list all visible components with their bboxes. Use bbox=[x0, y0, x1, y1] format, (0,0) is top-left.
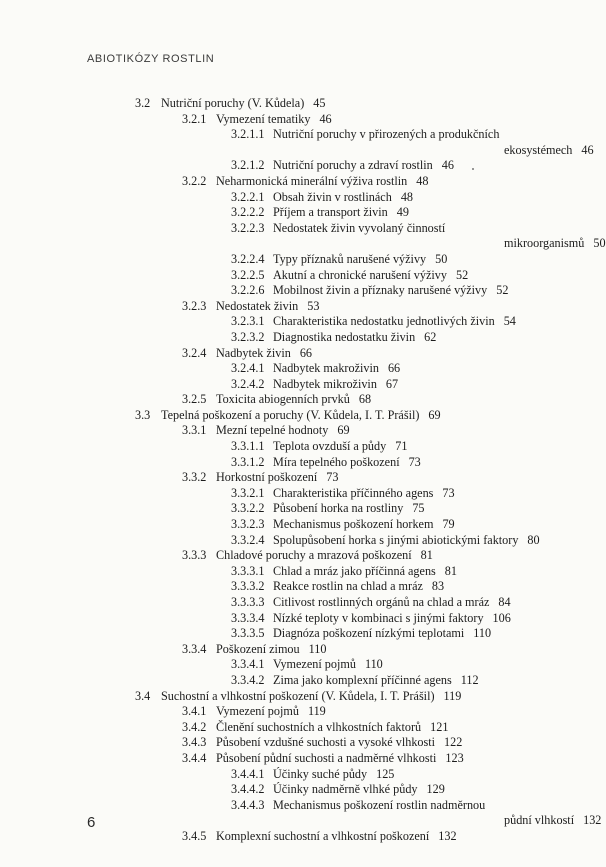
toc-entry bbox=[0, 361, 600, 377]
toc-entry-number: 3.3.3.5 bbox=[231, 626, 265, 641]
toc-entry-number: 3.3.1.2 bbox=[231, 454, 265, 469]
toc-entry-page: 75 bbox=[412, 501, 425, 516]
toc-entry-number: 3.2.4 bbox=[182, 345, 207, 360]
toc-entry-number: 3.4.1 bbox=[182, 704, 207, 719]
toc-entry-number: 3.4.4.3 bbox=[231, 797, 265, 812]
toc-entry-title: Chladové poruchy a mrazová poškození bbox=[216, 548, 412, 563]
toc-entry-title: Působení půdní suchosti a nadměrné vlhkosti bbox=[216, 750, 437, 765]
toc-entry-title: Mobilnost živin a příznaky narušené výživy bbox=[273, 283, 488, 298]
toc-entry-title: Mezní tepelné hodnoty bbox=[216, 423, 329, 438]
toc-entry-title: Reakce rostlin na chlad a mráz bbox=[273, 579, 423, 594]
toc-entry bbox=[0, 314, 600, 330]
toc-entry bbox=[0, 642, 600, 658]
toc-entry-title: Nutriční poruchy v přirozených a produkčních bbox=[273, 127, 500, 142]
toc-entry-page: 46 bbox=[319, 111, 332, 126]
toc-entry-continuation-line bbox=[231, 143, 600, 159]
toc-entry-title: Akutní a chronické narušení výživy bbox=[273, 267, 447, 282]
toc-entry-page: 119 bbox=[307, 704, 326, 719]
toc-entry-number: 3.3.4.2 bbox=[231, 672, 265, 687]
toc-entry-page: 81 bbox=[420, 548, 433, 563]
toc-entry-title: Horkostní poškození bbox=[216, 470, 318, 485]
page-number: 6 bbox=[87, 814, 96, 831]
toc-entry-page: 83 bbox=[431, 579, 445, 594]
toc-entry-title: Typy příznaků narušené výživy bbox=[273, 251, 427, 266]
toc-entry-title: Neharmonická minerální výživa rostlin bbox=[216, 173, 408, 188]
toc-entry-page: 71 bbox=[395, 439, 408, 454]
toc-entry-page: 132 bbox=[438, 828, 457, 843]
toc-entry bbox=[0, 595, 600, 611]
toc-entry-number: 3.2 bbox=[135, 96, 151, 110]
toc-entry bbox=[0, 408, 600, 424]
toc-entry-page: 66 bbox=[387, 361, 401, 376]
toc-entry-page: 46 bbox=[441, 158, 454, 173]
toc-entry bbox=[0, 268, 600, 284]
toc-entry bbox=[0, 299, 600, 315]
toc-entry-continuation-line bbox=[231, 236, 606, 252]
toc-entry-page: 50 bbox=[593, 236, 606, 251]
toc-entry-page: 110 bbox=[308, 641, 327, 656]
toc-entry bbox=[0, 579, 600, 595]
toc-entry-page: 112 bbox=[460, 672, 479, 687]
toc-entry bbox=[0, 564, 600, 580]
toc-entry-number: 3.2.2.5 bbox=[231, 267, 265, 282]
toc-entry-title: Charakteristika nedostatku jednotlivých živin bbox=[273, 314, 495, 329]
toc-entry bbox=[0, 626, 600, 642]
toc-entry-page: 123 bbox=[445, 750, 464, 765]
toc-entry-number: 3.2.3.1 bbox=[231, 314, 265, 329]
toc-entry bbox=[0, 392, 600, 408]
toc-entry-title: Diagnóza poškození nízkými teplotami bbox=[273, 626, 465, 641]
toc-entry-page: 52 bbox=[455, 267, 469, 282]
toc-entry-title: Diagnostika nedostatku živin bbox=[273, 329, 416, 344]
toc-entry bbox=[0, 704, 600, 720]
toc-entry-title: Mechanismus poškození rostlin nadměrnou bbox=[273, 797, 486, 812]
toc-entry bbox=[0, 548, 600, 564]
toc-entry-page: 69 bbox=[337, 423, 350, 438]
toc-entry-page: 49 bbox=[396, 205, 409, 220]
toc-entry bbox=[0, 112, 600, 128]
toc-entry bbox=[0, 423, 600, 439]
toc-entry-title: Nadbytek mikroživin bbox=[273, 376, 377, 391]
toc-entry-page: 132 bbox=[583, 813, 602, 828]
toc-entry-title: Citlivost rostlinných orgánů na chlad a mráz bbox=[273, 595, 490, 609]
toc-entry bbox=[0, 501, 600, 517]
toc-entry bbox=[0, 252, 600, 268]
toc-entry-number: 3.2.1.1 bbox=[231, 127, 265, 142]
toc-entry-page: 67 bbox=[385, 376, 399, 391]
toc-entry-page: 46 bbox=[581, 142, 594, 157]
toc-entry-title: Příjem a transport živin bbox=[273, 205, 388, 220]
toc-entry bbox=[0, 751, 600, 767]
toc-entry bbox=[0, 439, 600, 455]
toc-entry-number: 3.2.4.2 bbox=[231, 376, 265, 391]
toc-entry bbox=[0, 330, 600, 346]
toc-entry-number: 3.4.4.1 bbox=[231, 766, 265, 781]
toc-entry-number: 3.2.4.1 bbox=[231, 361, 265, 376]
toc-entry-page: 48 bbox=[416, 173, 429, 188]
toc-entry-title: Nedostatek živin vyvolaný činností bbox=[273, 220, 446, 235]
toc-entry-title: Suchostní a vlhkostní poškození (V. Kůdela, I. T. Prášil) bbox=[161, 688, 435, 703]
toc-entry-number: 3.2.2.1 bbox=[231, 189, 265, 204]
toc-entry bbox=[0, 735, 600, 751]
toc-entry-page: 62 bbox=[424, 329, 437, 344]
toc-entry-title: Poškození zimou bbox=[216, 641, 300, 656]
toc-entry-page: 73 bbox=[408, 454, 421, 469]
toc-entry-number: 3.3.3.3 bbox=[231, 595, 265, 609]
toc-entry-page: 54 bbox=[503, 314, 516, 329]
toc-entry-number: 3.2.5 bbox=[182, 392, 207, 407]
toc-entry-title: Míra tepelného poškození bbox=[273, 454, 400, 469]
toc-entry bbox=[0, 220, 606, 252]
toc-entry-number: 3.3.4 bbox=[182, 641, 207, 656]
toc-entry-number: 3.4 bbox=[135, 688, 151, 703]
toc-entry-title-continuation: ekosystémech bbox=[504, 142, 573, 157]
toc-entry-page: 119 bbox=[443, 688, 462, 703]
toc-entry-continuation-line bbox=[231, 813, 600, 829]
toc-entry-page: 81 bbox=[444, 563, 457, 578]
toc-entry bbox=[0, 533, 600, 549]
toc-entry-title: Působení horka na rostliny bbox=[273, 501, 404, 516]
toc-entry-page: 48 bbox=[400, 189, 413, 204]
toc-entry-number: 3.2.2.6 bbox=[231, 283, 265, 298]
toc-entry-title: Nedostatek živin bbox=[216, 298, 299, 313]
toc-entry-title-continuation: mikroorganismů bbox=[504, 236, 585, 251]
toc-entry-number: 3.4.4 bbox=[182, 750, 207, 765]
toc-entry-page: 121 bbox=[430, 719, 449, 734]
toc-entry bbox=[0, 767, 600, 783]
toc-entry-page: 110 bbox=[473, 626, 492, 641]
toc-entry-title: Komplexní suchostní a vlhkostní poškození bbox=[216, 828, 430, 843]
toc-entry bbox=[0, 283, 600, 299]
toc-entry-title: Vymezení tematiky bbox=[216, 111, 311, 126]
toc-entry-number: 3.2.1 bbox=[182, 111, 207, 126]
toc-entry-number: 3.3 bbox=[135, 407, 151, 422]
toc-entry bbox=[0, 782, 600, 798]
toc-entry-page: 66 bbox=[299, 345, 312, 360]
toc-entry-number: 3.3.1.1 bbox=[231, 439, 265, 454]
toc-entry bbox=[0, 611, 600, 627]
toc-entry-page: 106 bbox=[492, 610, 511, 625]
toc-entry-page: 122 bbox=[444, 735, 463, 750]
toc-entry-number: 3.3.2.4 bbox=[231, 532, 265, 547]
toc-entry-number: 3.3.3.1 bbox=[231, 563, 265, 578]
toc-entry bbox=[0, 470, 600, 486]
toc-entry-number: 3.4.5 bbox=[182, 828, 207, 843]
toc-entry-title: Charakteristika příčinného agens bbox=[273, 485, 434, 500]
toc-entry-number: 3.3.4.1 bbox=[231, 657, 265, 672]
toc-entry-number: 3.3.3.4 bbox=[231, 610, 265, 625]
toc-entry bbox=[0, 190, 600, 206]
toc-entry-number: 3.2.2.2 bbox=[231, 205, 265, 220]
toc-entry-title: Obsah živin v rostlinách bbox=[273, 189, 392, 204]
toc-entry-number: 3.4.4.2 bbox=[231, 782, 265, 797]
toc-entry bbox=[0, 829, 600, 845]
running-head: ABIOTIKÓZY ROSTLIN bbox=[87, 53, 215, 65]
toc-entry-number: 3.3.2.2 bbox=[231, 501, 265, 516]
toc-entry bbox=[0, 205, 600, 221]
toc-entry-number: 3.3.3 bbox=[182, 548, 207, 563]
toc-entry-title: Chlad a mráz jako příčinná agens bbox=[273, 563, 436, 578]
toc-entry-number: 3.4.3 bbox=[182, 735, 207, 750]
toc-entry-title-continuation: půdní vlhkostí bbox=[504, 813, 575, 828]
toc-entry bbox=[0, 158, 600, 174]
toc-entry bbox=[0, 517, 600, 533]
toc-entry bbox=[0, 174, 600, 190]
toc-entry-number: 3.3.2 bbox=[182, 470, 207, 485]
toc-entry bbox=[0, 127, 600, 158]
toc-entry-page: 80 bbox=[527, 532, 540, 547]
toc-entry-title: Nízké teploty v kombinaci s jinými faktory bbox=[273, 610, 484, 625]
toc-entry-number: 3.3.2.3 bbox=[231, 517, 265, 532]
toc-entry bbox=[0, 377, 600, 393]
toc-entry-title: Zima jako komplexní příčinné agens bbox=[273, 672, 452, 687]
toc-entry-number: 3.3.3.2 bbox=[231, 579, 265, 594]
toc-entry bbox=[0, 455, 600, 471]
toc-entry-number: 3.2.2.4 bbox=[231, 251, 265, 266]
toc-entry bbox=[0, 673, 600, 689]
toc-entry bbox=[0, 486, 600, 502]
toc-entry-number: 3.2.3 bbox=[182, 298, 207, 313]
toc-entry-page: 110 bbox=[364, 657, 383, 672]
toc-entry-page: 68 bbox=[358, 392, 372, 407]
toc-entry-title: Teplota ovzduší a půdy bbox=[273, 439, 387, 454]
toc-entry-page: 53 bbox=[307, 298, 320, 313]
toc-entry bbox=[0, 96, 600, 112]
toc-entry-title: Účinky suché půdy bbox=[273, 766, 368, 781]
toc-entry-title: Mechanismus poškození horkem bbox=[273, 517, 434, 532]
toc-entry-title: Členění suchostních a vlhkostních faktorů bbox=[216, 719, 422, 734]
toc-entry-title: Spolupůsobení horka s jinými abiotickými faktory bbox=[273, 532, 519, 547]
toc-entry-number: 3.2.3.2 bbox=[231, 329, 265, 344]
toc-entry-page: 125 bbox=[376, 766, 395, 781]
toc-entry-number: 3.2.2 bbox=[182, 173, 207, 188]
toc-entry-title: Tepelná poškození a poruchy (V. Kůdela, I. T. Prášil) bbox=[161, 407, 420, 422]
toc-entry bbox=[0, 720, 600, 736]
toc-entry-page: 45 bbox=[313, 96, 326, 110]
toc-entry-page: 79 bbox=[442, 517, 455, 532]
toc-entry-page: 84 bbox=[498, 595, 511, 609]
toc-entry-page: 73 bbox=[442, 485, 455, 500]
toc-entry bbox=[0, 346, 600, 362]
toc-entry-title: Vymezení pojmů bbox=[216, 704, 299, 719]
toc-entry-title: Nadbytek živin bbox=[216, 345, 291, 360]
toc-entry-page: 73 bbox=[326, 470, 339, 485]
toc-entry-page: 50 bbox=[435, 251, 448, 266]
toc-entry-number: 3.2.1.2 bbox=[231, 158, 265, 173]
toc-entry-page: 52 bbox=[496, 283, 509, 298]
toc-entry-title: Nadbytek makroživin bbox=[273, 361, 379, 376]
toc-entry-number: 3.3.1 bbox=[182, 423, 207, 438]
toc-entry-number: 3.3.2.1 bbox=[231, 485, 265, 500]
toc-entry bbox=[0, 689, 600, 705]
toc-entry-number: 3.4.2 bbox=[182, 719, 207, 734]
toc-entry-page: 69 bbox=[428, 407, 441, 422]
toc-entry-title: Nutriční poruchy (V. Kůdela) bbox=[161, 96, 305, 110]
toc-entry-page: 129 bbox=[426, 782, 445, 797]
toc-entry-title: Toxicita abiogenních prvků bbox=[216, 392, 350, 407]
toc-entry-number: 3.2.2.3 bbox=[231, 220, 265, 235]
toc-entry-title: Působení vzdušné suchosti a vysoké vlhkosti bbox=[216, 735, 436, 750]
toc-entry-title: Účinky nadměrně vlhké půdy bbox=[273, 782, 418, 797]
toc-entry-title: Nutriční poruchy a zdraví rostlin bbox=[273, 158, 433, 173]
table-of-contents bbox=[0, 96, 606, 845]
toc-entry-title: Vymezení pojmů bbox=[273, 657, 356, 672]
toc-entry bbox=[0, 657, 600, 673]
